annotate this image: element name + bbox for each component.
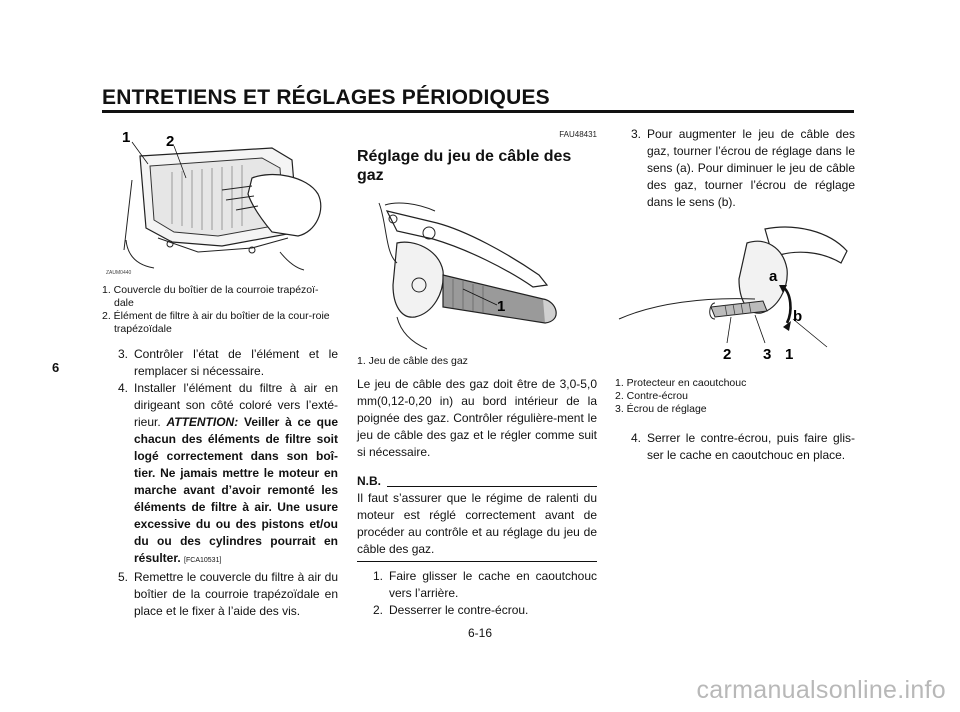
- figure-label-1: 1: [497, 298, 506, 315]
- page-header-title: ENTRETIENS ET RÉGLAGES PÉRIODIQUES: [102, 86, 550, 109]
- column-1: [102, 120, 338, 620]
- column-3: [615, 120, 855, 464]
- reference-code: [FCA10531]: [184, 557, 222, 564]
- figure-label-2: 2: [166, 133, 175, 150]
- throttle-illustration: [357, 193, 597, 353]
- attention-warning: Veiller à ce que chacun des éléments de filtre soit logé correctement dans son boî-tier. Ne jamais mettre le moteur en marche avant d’avoir remonté les éléments de filtre à air. Une usure excessive du ou des pistons et/ou du ou des cylindres pourrait en résulter.: [134, 415, 338, 565]
- adjuster-figure: [615, 223, 855, 373]
- throttle-caption: 1. Jeu de câble des gaz: [357, 355, 468, 367]
- note-divider: [357, 561, 597, 562]
- caption-item: 2. Élément de filtre à air du boîtier de la cour-roie trapézoïdale: [102, 310, 330, 335]
- caption-item: 3. Écrou de réglage: [615, 403, 707, 415]
- figure-label-1: 1: [785, 346, 794, 363]
- caption-item: 1. Protecteur en caoutchouc: [615, 377, 747, 389]
- step-item: 2. Desserrer le contre-écrou.: [372, 603, 529, 617]
- adjuster-caption: [615, 377, 855, 416]
- steps-list: [615, 126, 855, 211]
- air-filter-caption: [102, 284, 338, 336]
- column-2: [357, 120, 597, 619]
- watermark: carmanualsonline.info: [696, 676, 946, 704]
- figure-label-3: 3: [763, 346, 772, 363]
- paragraph: Le jeu de câble des gaz doit être de 3,0-5,0 mm(0,12-0,20 in) au bord intérieur de la poignée des gaz. Contrôler régulière-ment le jeu de câble des gaz et le régler comme suit si nécessaire.: [357, 377, 597, 459]
- figure-code: ZAUM0440: [106, 270, 132, 276]
- step-item: 1. Faire glisser le cache en caoutchouc vers l’arrière.: [372, 569, 597, 600]
- note-header: N.B.: [357, 473, 597, 490]
- throttle-figure: [357, 193, 597, 353]
- air-filter-figure: [102, 120, 338, 278]
- step-item: 5. Remettre le couvercle du filtre à air du boîtier de la courroie trapézoïdale en place et le fixer à l’aide des vis.: [117, 570, 338, 618]
- header-rule: [102, 110, 854, 113]
- figure-label-2: 2: [723, 346, 732, 363]
- caption-item: 2. Contre-écrou: [615, 390, 688, 402]
- step-item: 4. Installer l’élément du filtre à air en dirigeant son côté coloré vers l’exté-rieur. ATTENTION: Veiller à ce que chacun des éléments de filtre soit logé correctement dans son boî-tier. Ne jamais mettre le moteur en marche avant d’avoir remonté les éléments de filtre à air. Une usure excessive du ou des pistons et/ou du ou des cylindres pourrait en résulter. [FCA10531]: [117, 381, 338, 565]
- air-filter-illustration: [102, 120, 338, 278]
- chapter-tab: 6: [52, 360, 60, 375]
- note-text: Il faut s’assurer que le régime de ralenti du moteur est réglé correctement avant de procéder au contrôle et au réglage du jeu de câble des gaz.: [357, 491, 597, 556]
- page-number: 6-16: [467, 626, 493, 640]
- direction-label-a: a: [769, 268, 778, 285]
- step-item: 4. Serrer le contre-écrou, puis faire glis-ser le cache en caoutchouc en place.: [630, 431, 855, 462]
- section-title: Réglage du jeu de câble des gaz: [357, 148, 572, 184]
- caption-item: 1. Couvercle du boîtier de la courroie trapézoï-dale: [102, 284, 319, 309]
- adjuster-illustration: [615, 223, 855, 373]
- direction-label-b: b: [793, 308, 803, 325]
- step-item: 3. Pour augmenter le jeu de câble des gaz, tourner l’écrou de réglage dans le sens (a). Pour diminuer le jeu de câble des gaz, tourner l’écrou de réglage dans le sens (b).: [630, 127, 855, 209]
- section-code: FAU48431: [559, 130, 597, 139]
- steps-list: [357, 568, 597, 619]
- attention-label: ATTENTION:: [166, 415, 239, 429]
- step-item: 3. Contrôler l’état de l’élément et le remplacer si nécessaire.: [117, 347, 338, 378]
- steps-list: [615, 430, 855, 464]
- steps-list: [102, 346, 338, 620]
- figure-label-1: 1: [122, 129, 131, 146]
